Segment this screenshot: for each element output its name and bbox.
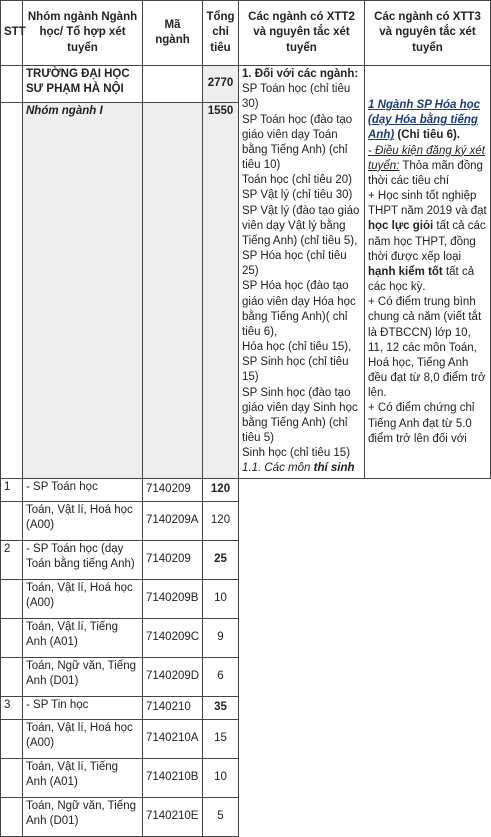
table-row xyxy=(1,618,491,657)
row-stt xyxy=(1,797,23,836)
xtt2-line: Sinh học (chỉ tiêu 15) xyxy=(242,447,351,460)
xtt2-line: SP Vật lý (đào tạo giáo viên dạy Vật lý bằng Tiếng Anh) (chỉ tiêu 5), xyxy=(242,204,360,247)
row-ma-nganh: 7140210E xyxy=(143,797,203,836)
table-row xyxy=(1,758,491,797)
row-ma-nganh: 7140210B xyxy=(143,758,203,797)
table-row xyxy=(1,797,491,836)
row-stt xyxy=(1,579,23,618)
row-chi-tieu: 25 xyxy=(203,540,239,579)
xtt2-line: Toán học (chỉ tiêu 20) xyxy=(242,174,352,187)
xtt2-line: SP Hóa học (chỉ tiêu 25) xyxy=(242,250,347,278)
row-ma-nganh: 7140210A xyxy=(143,719,203,758)
header-stt: STT xyxy=(1,1,23,66)
row-stt: 3 xyxy=(1,696,23,719)
xtt2-line: SP Vật lý (chỉ tiêu 30) xyxy=(242,189,353,202)
header-xtt3: Các ngành có XTT3 và nguyên tắc xét tuyển xyxy=(365,1,491,66)
row-stt xyxy=(1,758,23,797)
table-row xyxy=(1,478,491,501)
xtt2-cell xyxy=(239,66,365,479)
school-name: TRƯỜNG ĐẠI HỌC SƯ PHẠM HÀ NỘI xyxy=(23,66,143,103)
row-nganh: Toán, Vật lí, Hoá học (A00) xyxy=(23,719,143,758)
row-nganh: - SP Tin học xyxy=(23,696,143,719)
xtt2-line: SP Sinh học (đào tạo giáo viên dạy Sinh học bằng Tiếng Anh) (chỉ tiêu 5) xyxy=(242,386,358,445)
row-stt xyxy=(1,618,23,657)
row-chi-tieu: 10 xyxy=(203,758,239,797)
xtt2-line: SP Toán học (chỉ tiêu 30) xyxy=(242,83,351,111)
row-stt: 1 xyxy=(1,478,23,501)
row-ma-nganh: 7140209 xyxy=(143,540,203,579)
xtt3-condition: - Điều kiện đăng ký xét tuyển: Thỏa mãn đồng thời các tiêu chí xyxy=(368,144,485,187)
school-total: 2770 xyxy=(203,66,239,103)
school-row xyxy=(1,66,491,103)
header-xtt2: Các ngành có XTT2 và nguyên tắc xét tuyển xyxy=(239,1,365,66)
table-row xyxy=(1,696,491,719)
xtt2-list xyxy=(242,82,361,461)
row-ma-nganh: 7140209 xyxy=(143,478,203,501)
table-row xyxy=(1,657,491,696)
row-stt xyxy=(1,719,23,758)
xtt2-line: Hóa học (chỉ tiêu 15), xyxy=(242,341,352,354)
row-nganh: Toán, Vật lí, Hoá học (A00) xyxy=(23,579,143,618)
row-ma-nganh: 7140209A xyxy=(143,501,203,540)
row-stt xyxy=(1,501,23,540)
row-chi-tieu: 120 xyxy=(203,478,239,501)
xtt3-title: 1 Ngành SP Hóa học (dạy Hóa bằng tiếng Anh) (Chỉ tiêu 6). xyxy=(368,99,481,142)
row-nganh: Toán, Vật lí, Hoá học (A00) xyxy=(23,501,143,540)
xtt3-point-1: + Học sinh tốt nghiệp THPT năm 2019 và đạt học lực giỏi tất cả các năm học THPT, đồng thời được xếp loại hạnh kiểm tốt tất cả các học kỳ. xyxy=(368,190,487,294)
table-row xyxy=(1,501,491,540)
row-nganh: - SP Toán học (dạy Toán bằng tiếng Anh) xyxy=(23,540,143,579)
table-row xyxy=(1,579,491,618)
row-chi-tieu: 9 xyxy=(203,618,239,657)
row-ma-nganh: 7140210 xyxy=(143,696,203,719)
group-total: 1550 xyxy=(203,103,239,479)
row-nganh: Toán, Vật lí, Tiếng Anh (A01) xyxy=(23,618,143,657)
table-header-row xyxy=(1,1,491,66)
row-chi-tieu: 10 xyxy=(203,579,239,618)
xtt3-point-3: + Có điểm chứng chỉ Tiếng Anh đạt từ 5.0 điểm trở lên đối với xyxy=(368,402,475,445)
group-name: Nhóm ngành I xyxy=(23,103,143,479)
row-stt xyxy=(1,657,23,696)
table-row xyxy=(1,719,491,758)
row-nganh: Toán, Ngữ văn, Tiếng Anh (D01) xyxy=(23,797,143,836)
xtt2-line: SP Toán học (đào tạo giáo viên dạy Toán bằng Tiếng Anh) (chỉ tiêu 10) xyxy=(242,113,353,172)
row-nganh: Toán, Vật lí, Tiếng Anh (A01) xyxy=(23,758,143,797)
row-chi-tieu: 15 xyxy=(203,719,239,758)
xtt2-heading: 1. Đối với các ngành: xyxy=(242,68,359,80)
row-nganh: - SP Toán học xyxy=(23,478,143,501)
header-nganh: Nhóm ngành Ngành học/ Tổ hợp xét tuyển xyxy=(23,1,143,66)
row-ma-nganh: 7140209C xyxy=(143,618,203,657)
xtt3-point-2: + Có điểm trung bình chung cả năm (viết tắt là ĐTBCCN) lớp 10, 11, 12 các môn Toán, Hoá học, Tiếng Anh đều đạt từ 8,0 điểm trở lên. xyxy=(368,296,486,400)
xtt2-line: SP Hóa học (đào tạo giáo viên dạy Hóa học bằng Tiếng Anh)( chỉ tiêu 6), xyxy=(242,280,356,338)
xtt3-cell xyxy=(365,66,491,479)
row-ma-nganh: 7140209D xyxy=(143,657,203,696)
row-chi-tieu: 35 xyxy=(203,696,239,719)
row-nganh: Toán, Ngữ văn, Tiếng Anh (D01) xyxy=(23,657,143,696)
xtt2-tail: 1.1. Các môn thí sinh xyxy=(242,462,355,475)
row-chi-tieu: 6 xyxy=(203,657,239,696)
table-row xyxy=(1,540,491,579)
row-chi-tieu: 120 xyxy=(203,501,239,540)
xtt2-line: SP Sinh học (chỉ tiêu 15) xyxy=(242,356,349,384)
row-stt: 2 xyxy=(1,540,23,579)
row-chi-tieu: 5 xyxy=(203,797,239,836)
row-ma-nganh: 7140209B xyxy=(143,579,203,618)
header-chi-tieu: Tổng chỉ tiêu xyxy=(203,1,239,66)
header-ma-nganh: Mã ngành xyxy=(143,1,203,66)
